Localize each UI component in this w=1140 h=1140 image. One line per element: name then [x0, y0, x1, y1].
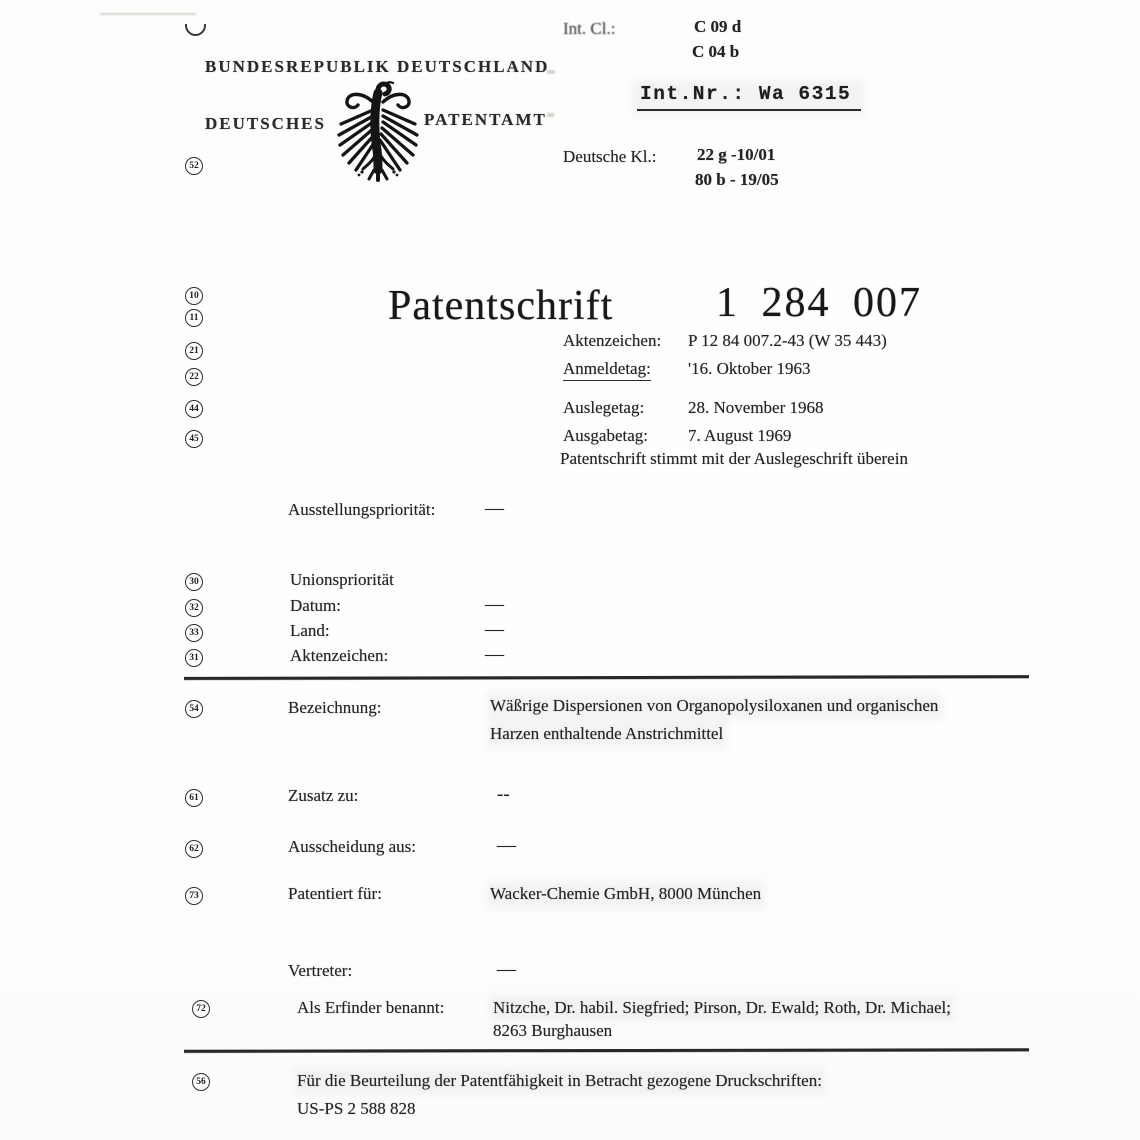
inid-code-11: 11 [185, 309, 203, 327]
section-divider-bottom [184, 1048, 1029, 1052]
datum-label: Datum: [290, 596, 341, 615]
ausstellungsprioritaet-label: Ausstellungspriorität: [288, 500, 436, 519]
int-cl-label: Int. Cl.: [563, 19, 616, 38]
datum-value: — [485, 594, 504, 615]
bezeichnung-line1: Wäßrige Dispersionen von Organopolysiloxanen und organischen [490, 696, 939, 715]
inid-code-31: 31 [185, 649, 203, 667]
bezeichnung-line2: Harzen enthaltende Anstrichmittel [490, 724, 724, 743]
ausscheidung-label: Ausscheidung aus: [288, 837, 416, 856]
vertreter-label: Vertreter: [288, 961, 353, 980]
inid-code-44: 44 [185, 400, 203, 418]
aktenzeichen-label: Aktenzeichen: [563, 331, 662, 350]
inid-code-21: 21 [185, 342, 203, 360]
auslegetag-value: 28. November 1968 [688, 398, 824, 417]
document-kind-title: Patentschrift [388, 283, 614, 329]
office-name-left: DEUTSCHES [205, 114, 326, 133]
inid-code-62: 62 [185, 840, 203, 858]
aktenzeichen-value: P 12 84 007.2-43 (W 35 443) [688, 331, 887, 350]
erfinder-label: Als Erfinder benannt: [297, 998, 445, 1017]
ausgabetag-label: Ausgabetag: [563, 426, 648, 445]
inid-code-61: 61 [185, 789, 203, 807]
bezeichnung-label: Bezeichnung: [288, 698, 382, 717]
prioritaet-aktenzeichen-value: — [485, 644, 504, 665]
ausgabetag-value: 7. August 1969 [688, 426, 792, 445]
ausstellungsprioritaet-value: — [485, 498, 504, 519]
deutsche-kl-label: Deutsche Kl.: [563, 147, 657, 166]
inid-code-22: 22 [185, 368, 203, 386]
land-label: Land: [290, 621, 330, 640]
scan-artifact-speck [547, 113, 554, 117]
erfinder-line2: 8263 Burghausen [493, 1021, 613, 1040]
inid-code-72: 72 [192, 1000, 210, 1018]
vertreter-value: — [497, 959, 516, 980]
erfinder-line1: Nitzche, Dr. habil. Siegfried; Pirson, Dr. Ewald; Roth, Dr. Michael; [493, 998, 951, 1017]
section-divider-top [184, 675, 1029, 679]
cropped-circle-mark [185, 24, 206, 36]
patentiert-label: Patentiert für: [288, 884, 382, 903]
inid-code-32: 32 [185, 599, 203, 617]
patent-number: 1 284 007 [716, 280, 922, 326]
zusatz-label: Zusatz zu: [288, 786, 359, 805]
int-cl-value-1: C 09 d [694, 17, 742, 36]
prioritaet-aktenzeichen-label: Aktenzeichen: [290, 646, 389, 665]
inid-code-10: 10 [185, 287, 203, 305]
inid-code-52: 52 [185, 157, 203, 175]
unionsprioritaet-label: Unionspriorität [290, 570, 394, 589]
inid-code-73: 73 [185, 887, 203, 905]
int-cl-value-2: C 04 b [692, 42, 740, 61]
zusatz-value: -- [497, 784, 510, 805]
anmeldetag-label: Anmeldetag: [563, 360, 651, 381]
inid-code-30: 30 [185, 573, 203, 591]
internal-number: Int.Nr.: Wa 6315 [637, 84, 861, 111]
references-heading: Für die Beurteilung der Patentfähigkeit in Betracht gezogene Druckschriften: [297, 1071, 822, 1090]
deutsche-kl-value-2: 80 b - 19/05 [695, 170, 779, 189]
inid-code-56: 56 [192, 1073, 210, 1091]
land-value: — [485, 619, 504, 640]
inid-code-33: 33 [185, 624, 203, 642]
scan-artifact-line [100, 13, 196, 15]
inid-code-54: 54 [185, 700, 203, 718]
inid-code-45: 45 [185, 430, 203, 448]
federal-eagle-icon [333, 80, 423, 182]
anmeldetag-value: '16. Oktober 1963 [688, 359, 811, 378]
references-citation: US-PS 2 588 828 [297, 1099, 416, 1118]
country-title: BUNDESREPUBLIK DEUTSCHLAND [205, 57, 550, 76]
auslegetag-label: Auslegetag: [563, 398, 645, 417]
deutsche-kl-value-1: 22 g -10/01 [697, 145, 776, 164]
patentiert-value: Wacker-Chemie GmbH, 8000 München [490, 884, 762, 903]
office-name-right: PATENTAMT [424, 110, 547, 129]
conformity-note: Patentschrift stimmt mit der Auslegeschrift überein [560, 449, 908, 468]
ausscheidung-value: — [497, 835, 516, 856]
